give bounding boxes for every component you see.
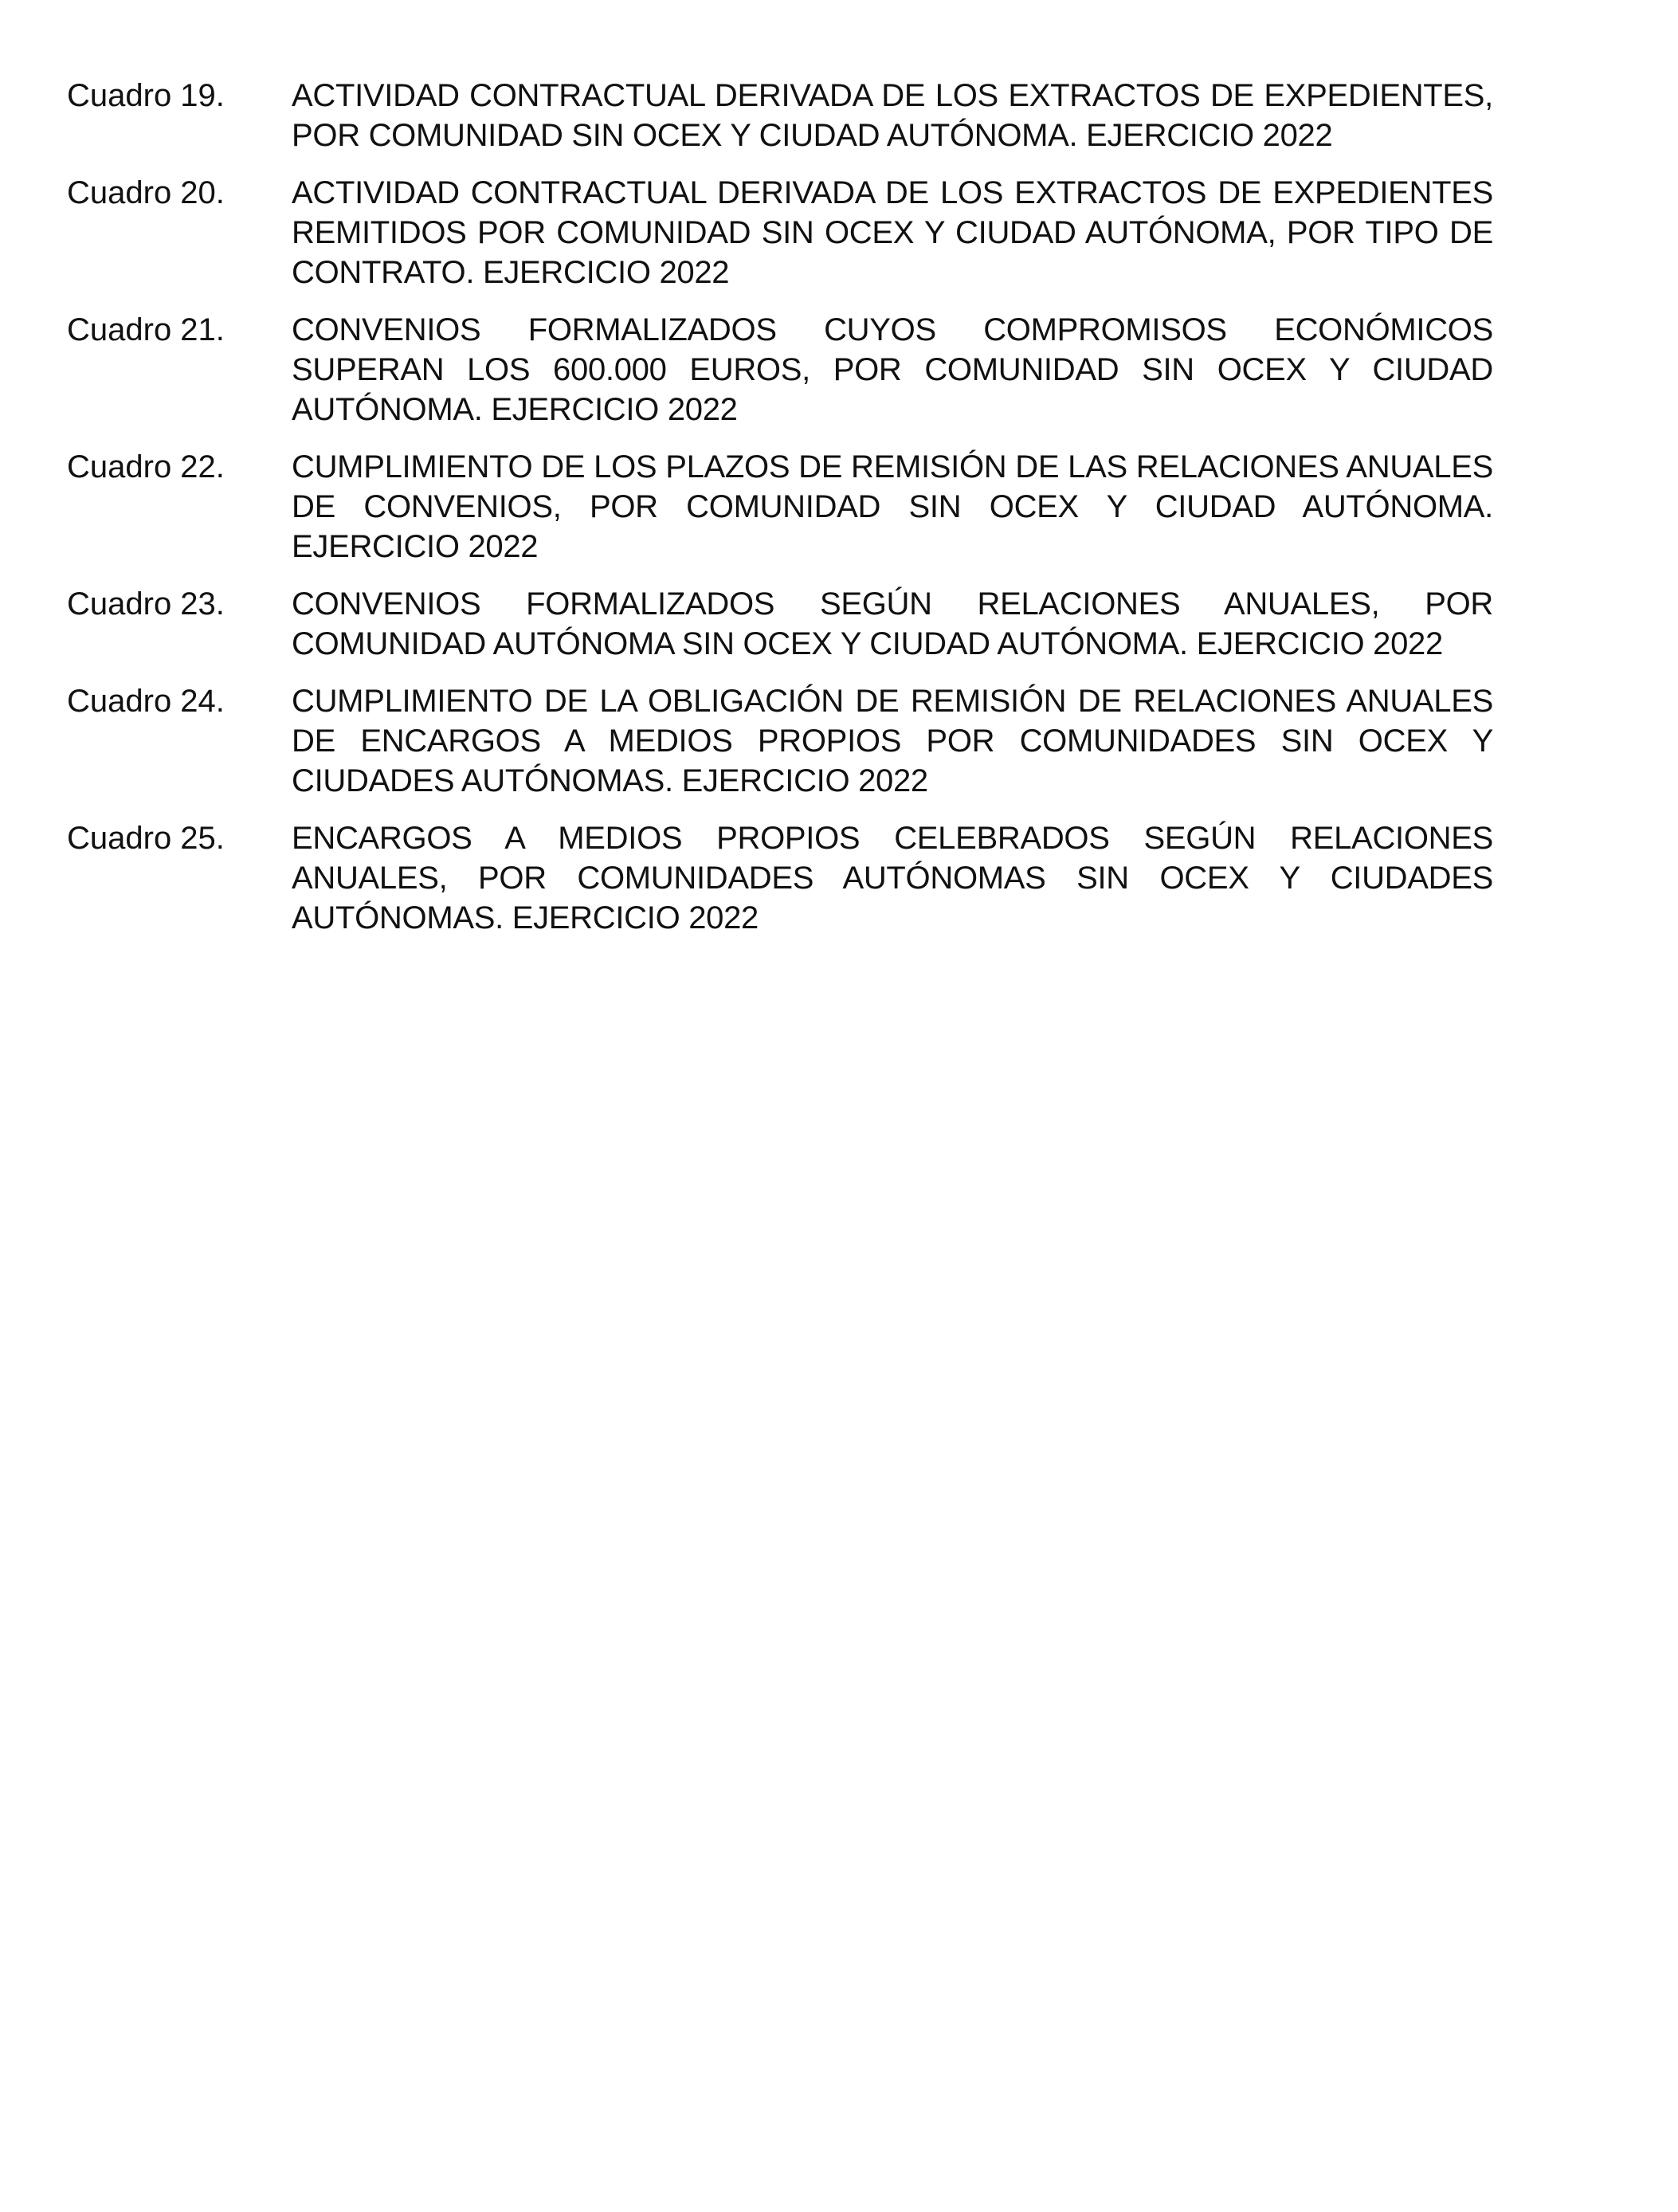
list-item-cuadro-21 <box>67 310 1493 429</box>
list-item-cuadro-25 <box>67 818 1493 938</box>
table-index-list <box>67 76 1493 955</box>
entry-title: CONVENIOS FORMALIZADOS CUYOS COMPROMISOS ECONÓMICOS SUPERAN LOS 600.000 EUROS, POR COMUNIDAD SIN OCEX Y CIUDAD AUTÓNOMA. EJERCICIO 2022 <box>292 312 1493 427</box>
entry-label: Cuadro 19. <box>67 78 225 113</box>
entry-label: Cuadro 24. <box>67 684 225 719</box>
entry-title: ACTIVIDAD CONTRACTUAL DERIVADA DE LOS EXTRACTOS DE EXPEDIENTES REMITIDOS POR COMUNIDAD SIN OCEX Y CIUDAD AUTÓNOMA, POR TIPO DE CONTRATO. EJERCICIO 2022 <box>292 175 1493 290</box>
entry-label: Cuadro 23. <box>67 586 225 622</box>
entry-label: Cuadro 25. <box>67 821 225 856</box>
entry-title: ACTIVIDAD CONTRACTUAL DERIVADA DE LOS EXTRACTOS DE EXPEDIENTES, POR COMUNIDAD SIN OCEX Y CIUDAD AUTÓNOMA. EJERCICIO 2022 <box>292 78 1493 153</box>
list-item-cuadro-20 <box>67 173 1493 292</box>
list-item-cuadro-22 <box>67 447 1493 567</box>
entry-title: CUMPLIMIENTO DE LOS PLAZOS DE REMISIÓN DE LAS RELACIONES ANUALES DE CONVENIOS, POR COMUNIDAD SIN OCEX Y CIUDAD AUTÓNOMA. EJERCICIO 2022 <box>292 449 1493 564</box>
list-item-cuadro-19 <box>67 76 1493 155</box>
entry-label: Cuadro 21. <box>67 312 225 347</box>
entry-title: CONVENIOS FORMALIZADOS SEGÚN RELACIONES ANUALES, POR COMUNIDAD AUTÓNOMA SIN OCEX Y CIUDAD AUTÓNOMA. EJERCICIO 2022 <box>292 586 1493 661</box>
list-item-cuadro-24 <box>67 681 1493 801</box>
entry-label: Cuadro 20. <box>67 175 225 210</box>
entry-title: ENCARGOS A MEDIOS PROPIOS CELEBRADOS SEGÚN RELACIONES ANUALES, POR COMUNIDADES AUTÓNOMAS SIN OCEX Y CIUDADES AUTÓNOMAS. EJERCICIO 2022 <box>292 821 1493 935</box>
entry-label: Cuadro 22. <box>67 449 225 484</box>
list-item-cuadro-23 <box>67 584 1493 664</box>
entry-title: CUMPLIMIENTO DE LA OBLIGACIÓN DE REMISIÓN DE RELACIONES ANUALES DE ENCARGOS A MEDIOS PROPIOS POR COMUNIDADES SIN OCEX Y CIUDADES AUTÓNOMAS. EJERCICIO 2022 <box>292 684 1493 798</box>
